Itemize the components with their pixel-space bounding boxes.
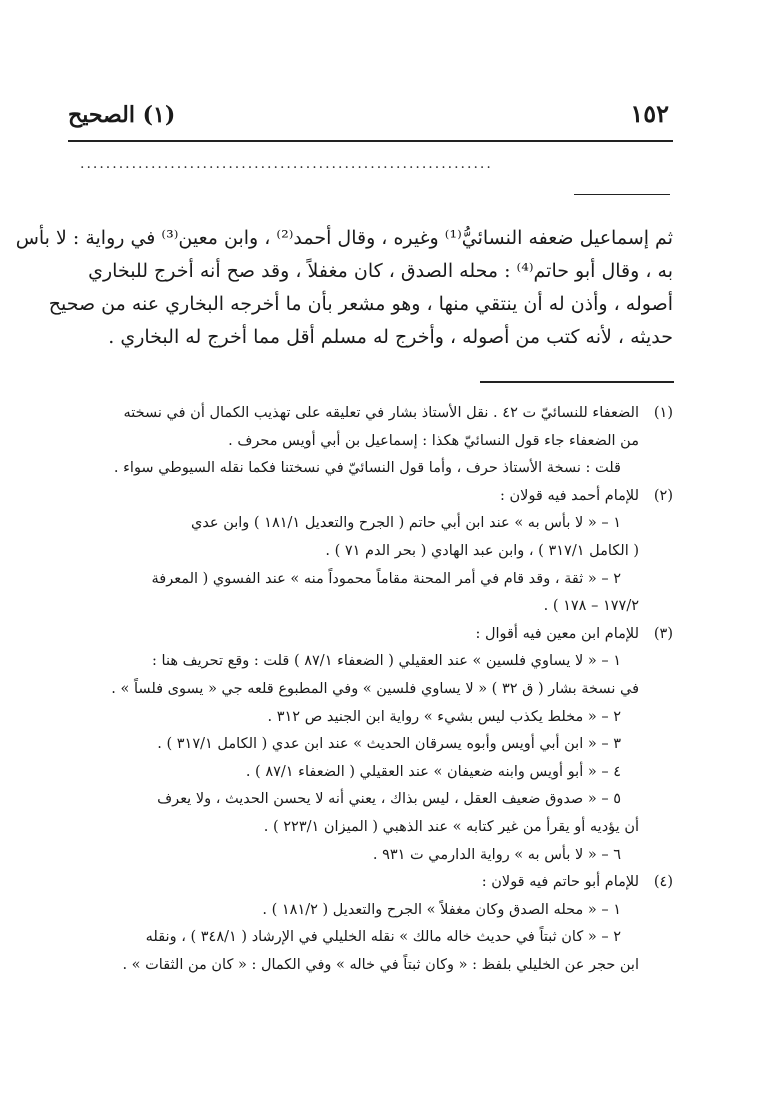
footnote-line: أن يؤديه أو يقرأ من غير كتابه » عند الذهبي ( الميزان ٢٢٣/١ ) . [263, 818, 639, 835]
footnote-2 [70, 483, 673, 621]
separator-dots: ................................................................ [80, 156, 493, 172]
footnote-line: ابن حجر عن الخليلي بلفظ : « وكان ثبتاً في خاله » وفي الكمال : « كان من الثقات » . [122, 956, 639, 973]
body-line: ثم إسماعيل ضعفه النسائيُّ⁽¹⁾ وغيره ، وقال أحمد⁽²⁾ ، وابن معين⁽³⁾ في رواية : لا بأس [15, 227, 673, 249]
footnote-line: ١ – « لا يساوي فلسين » عند العقيلي ( الضعفاء ٨٧/١ ) قلت : وقع تحريف هنا : [152, 653, 621, 670]
footnote-4 [70, 869, 673, 979]
footnote-line: ١ – « لا بأس به » عند ابن أبي حاتم ( الجرح والتعديل ١٨١/١ ) وابن عدي [190, 515, 621, 532]
chapter-title: (١) الصحيح [68, 102, 176, 128]
footnote-line: للإمام أبو حاتم فيه قولان : [481, 874, 639, 891]
footnote-line: ٤ – « أبو أويس وابنه ضعيفان » عند العقيلي ( الضعفاء ٨٧/١ ) . [245, 763, 621, 780]
footnote-line: للإمام أحمد فيه قولان : [500, 487, 639, 504]
body-line: أصوله ، وأذن له أن ينتقي منها ، وهو مشعر بأن ما أخرجه البخاري عنه من صحيح [48, 293, 673, 315]
footnote-number: (١) [653, 405, 673, 421]
footnote-line: ١ – « محله الصدق وكان مغفلاً » الجرح والتعديل ( ١٨١/٢ ) . [262, 901, 621, 918]
footnote-1 [70, 400, 673, 483]
footnote-line: من الضعفاء جاء قول النسائيّ هكذا : إسماعيل بن أبي أويس محرف . [228, 432, 639, 449]
page-number: ١٥٢ [630, 99, 669, 128]
footnote-line: ٢ – « كان ثبتاً في حديث خاله مالك » نقله الخليلي في الإرشاد ( ٣٤٨/١ ) ، ونقله [145, 929, 621, 946]
footnote-line: ( الكامل ٣١٧/١ ) ، وابن عبد الهادي ( بحر الدم ٧١ ) . [325, 542, 639, 559]
body-line: حديثه ، لأنه كتب من أصوله ، وأخرج له مسلم أقل مما أخرج له البخاري . [108, 326, 673, 348]
footnote-line: ٦ – « لا بأس به » رواية الدارمي ت ٩٣١ . [372, 846, 621, 863]
footnote-line: ٥ – « صدوق ضعيف العقل ، ليس بذاك ، يعني أنه لا يحسن الحديث ، ولا يعرف [157, 791, 621, 808]
body-line: به ، وقال أبو حاتم⁽⁴⁾ : محله الصدق ، كان مغفلاً ، وقد صح أنه أخرج للبخاري [88, 260, 673, 282]
footnote-line: للإمام ابن معين فيه أقوال : [475, 625, 639, 642]
header-rule [68, 140, 673, 142]
footnote-3 [70, 621, 673, 869]
footnote-line: في نسخة بشار ( ق ٣٢ ) « لا يساوي فلسين » وفي المطبوع قلعه جي « يسوى فلساً » . [111, 680, 639, 697]
footnote-line: ٢ – « مخلط يكذب ليس بشيء » رواية ابن الجنيد ص ٣١٢ . [267, 708, 621, 725]
footnote-line: الضعفاء للنسائيّ ت ٤٢ . نقل الأستاذ بشار في تعليقه على تهذيب الكمال أن في نسخته [123, 405, 639, 421]
footnote-line: ٢ – « ثقة ، وقد قام في أمر المحنة مقاماً محموداً منه » عند الفسوي ( المعرفة [151, 570, 621, 587]
footnote-line: ٣ – « ابن أبي أويس وأبوه يسرقان الحديث » عند ابن عدي ( الكامل ٣١٧/١ ) . [157, 736, 621, 753]
footnote-line: ١٧٧/٢ – ١٧٨ ) . [543, 598, 639, 615]
footnote-number: (٣) [653, 625, 673, 642]
section-rule [574, 194, 670, 195]
footnote-line: قلت : نسخة الأستاذ حرف ، وأما قول النسائيّ في نسختنا فكما نقله السيوطي سواء . [113, 460, 621, 477]
footnote-number: (٢) [653, 487, 673, 504]
main-paragraph [15, 222, 673, 354]
footnotes [70, 400, 673, 979]
footnote-rule [480, 381, 674, 383]
footnote-number: (٤) [653, 874, 673, 891]
